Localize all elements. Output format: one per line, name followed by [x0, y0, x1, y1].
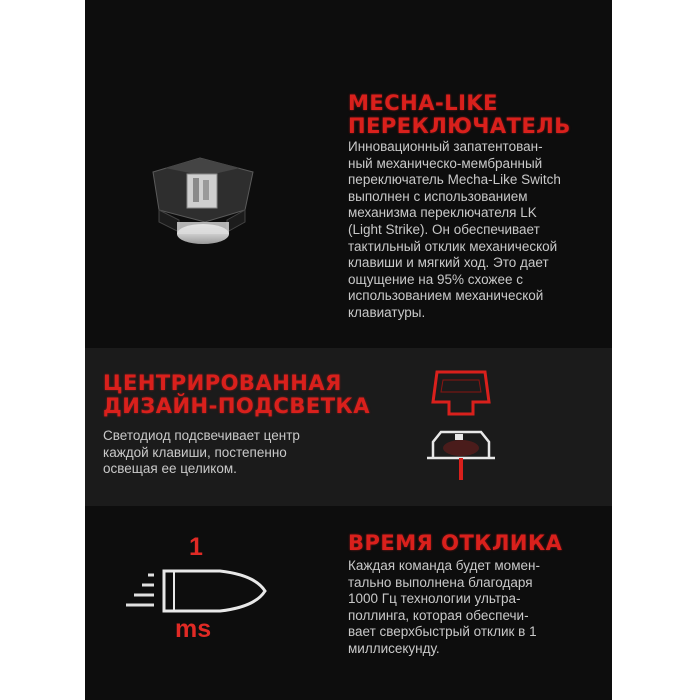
- section-2-description: Светодиод подсвечивает центр каждой клавиши, постепенно освещая ее целиком.: [103, 428, 300, 477]
- section-1-title: [348, 92, 571, 138]
- section-1-description: Инновационный запатентован- ный механическо-мембранный переключатель Mecha-Like Switch выполнен с использованием механизма переключателя LK (Light Strike). Он обеспечивает тактильный отклик механической клавиши и мягкий ход. Это дает ощущение на 95% схожее с использованием механической клавиатуры.: [348, 139, 561, 320]
- section-3-title: [348, 532, 562, 555]
- keycap-led-icon: [415, 362, 505, 487]
- section-1-title-line1: MECHA-LIKE: [348, 91, 499, 115]
- section-2-title-line1: ЦЕНТРИРОВАННАЯ: [103, 371, 342, 395]
- switch-3d-icon: [145, 150, 260, 250]
- section-1-title-line2: ПЕРЕКЛЮЧАТЕЛЬ: [348, 114, 571, 138]
- section-2-title-line2: ДИЗАЙН-ПОДСВЕТКА: [103, 394, 370, 418]
- bullet-icon: [120, 565, 270, 615]
- response-time-number: 1: [189, 533, 203, 561]
- feature-panel: [85, 0, 612, 700]
- section-3-description: Каждая команда будет момен- тально выполнена благодаря 1000 Гц технологии ультра- поллинга, которая обеспечи- вает сверхбыстрый отклик в 1 миллисекунду.: [348, 558, 540, 656]
- response-time-unit: ms: [175, 615, 212, 643]
- section-3-title-line1: ВРЕМЯ ОТКЛИКА: [348, 531, 563, 555]
- section-2-title: [103, 372, 370, 418]
